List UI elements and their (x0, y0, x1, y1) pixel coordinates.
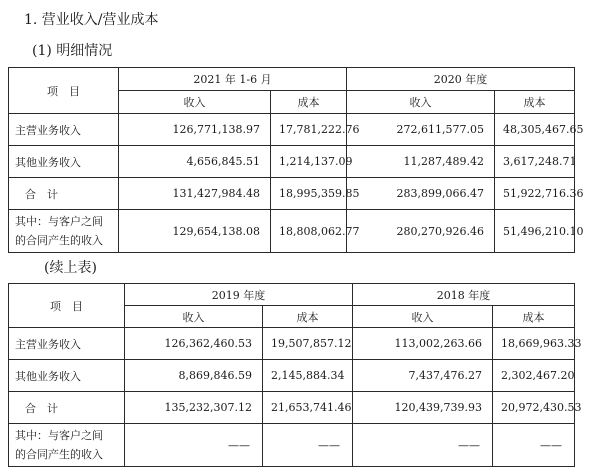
cell-value: 126,362,460.53 (125, 328, 263, 360)
cell-value: 51,922,716.36 (495, 178, 575, 210)
cell-value: 280,270,926.46 (347, 210, 495, 253)
cell-value: 51,496,210.10 (495, 210, 575, 253)
col-income-header: 收入 (347, 91, 495, 114)
row-label-line: 其中：与客户之间 (15, 215, 103, 228)
cell-value: 20,972,430.53 (493, 392, 575, 424)
period-header-2021h1: 2021 年 1-6 月 (119, 68, 347, 91)
row-label-line: 其中：与客户之间 (15, 429, 103, 442)
period-header-2018: 2018 年度 (353, 284, 575, 306)
table-row (9, 360, 575, 392)
table-row (9, 210, 575, 253)
row-label-line: 的合同产生的收入 (15, 448, 103, 461)
cell-value: 7,437,476.27 (353, 360, 493, 392)
item-header: 项 目 (9, 284, 125, 328)
row-label: 主营业务收入 (9, 328, 125, 360)
cell-value: 17,781,222.76 (271, 114, 347, 146)
col-cost-header: 成本 (493, 306, 575, 328)
continued-label: (续上表) (44, 260, 97, 276)
cell-value: 129,654,138.08 (119, 210, 271, 253)
col-income-header: 收入 (353, 306, 493, 328)
section-title: 1. 营业收入/营业成本 (24, 12, 159, 28)
cell-value: 4,656,845.51 (119, 146, 271, 178)
row-label-line: 的合同产生的收入 (15, 234, 103, 247)
cell-value: 48,305,467.65 (495, 114, 575, 146)
table-row (9, 328, 575, 360)
row-label (9, 424, 125, 467)
col-income-header: 收入 (119, 91, 271, 114)
table-row (9, 424, 575, 467)
row-label: 合 计 (9, 392, 125, 424)
period-header-2020: 2020 年度 (347, 68, 575, 91)
cell-value: 113,002,263.66 (353, 328, 493, 360)
sub-title: (1) 明细情况 (32, 43, 113, 59)
cell-value: 1,214,137.09 (271, 146, 347, 178)
cell-value-dash: —— (493, 424, 575, 467)
cell-value: 126,771,138.97 (119, 114, 271, 146)
cell-value: 11,287,489.42 (347, 146, 495, 178)
row-label: 其他业务收入 (9, 146, 119, 178)
row-label: 主营业务收入 (9, 114, 119, 146)
table-row-total (9, 392, 575, 424)
cell-value: 19,507,857.12 (263, 328, 353, 360)
cell-value: 272,611,577.05 (347, 114, 495, 146)
row-label: 合 计 (9, 178, 119, 210)
period-header-2019: 2019 年度 (125, 284, 353, 306)
cell-value: 131,427,984.48 (119, 178, 271, 210)
col-income-header: 收入 (125, 306, 263, 328)
revenue-cost-table-2019-2018 (8, 283, 582, 467)
col-cost-header: 成本 (495, 91, 575, 114)
revenue-cost-table-2021-2020 (8, 67, 584, 253)
cell-value: 21,653,741.46 (263, 392, 353, 424)
row-label (9, 210, 119, 253)
cell-value-dash: —— (353, 424, 493, 467)
cell-value: 120,439,739.93 (353, 392, 493, 424)
cell-value: 2,302,467.20 (493, 360, 575, 392)
table-row-total (9, 178, 575, 210)
row-label: 其他业务收入 (9, 360, 125, 392)
cell-value: 2,145,884.34 (263, 360, 353, 392)
cell-value-dash: —— (263, 424, 353, 467)
cell-value: 18,808,062.77 (271, 210, 347, 253)
cell-value: 283,899,066.47 (347, 178, 495, 210)
cell-value-dash: —— (125, 424, 263, 467)
table-row (9, 146, 575, 178)
col-cost-header: 成本 (263, 306, 353, 328)
cell-value: 8,869,846.59 (125, 360, 263, 392)
cell-value: 135,232,307.12 (125, 392, 263, 424)
cell-value: 18,669,963.33 (493, 328, 575, 360)
cell-value: 3,617,248.71 (495, 146, 575, 178)
cell-value: 18,995,359.85 (271, 178, 347, 210)
col-cost-header: 成本 (271, 91, 347, 114)
item-header: 项 目 (9, 68, 119, 114)
table-row (9, 114, 575, 146)
